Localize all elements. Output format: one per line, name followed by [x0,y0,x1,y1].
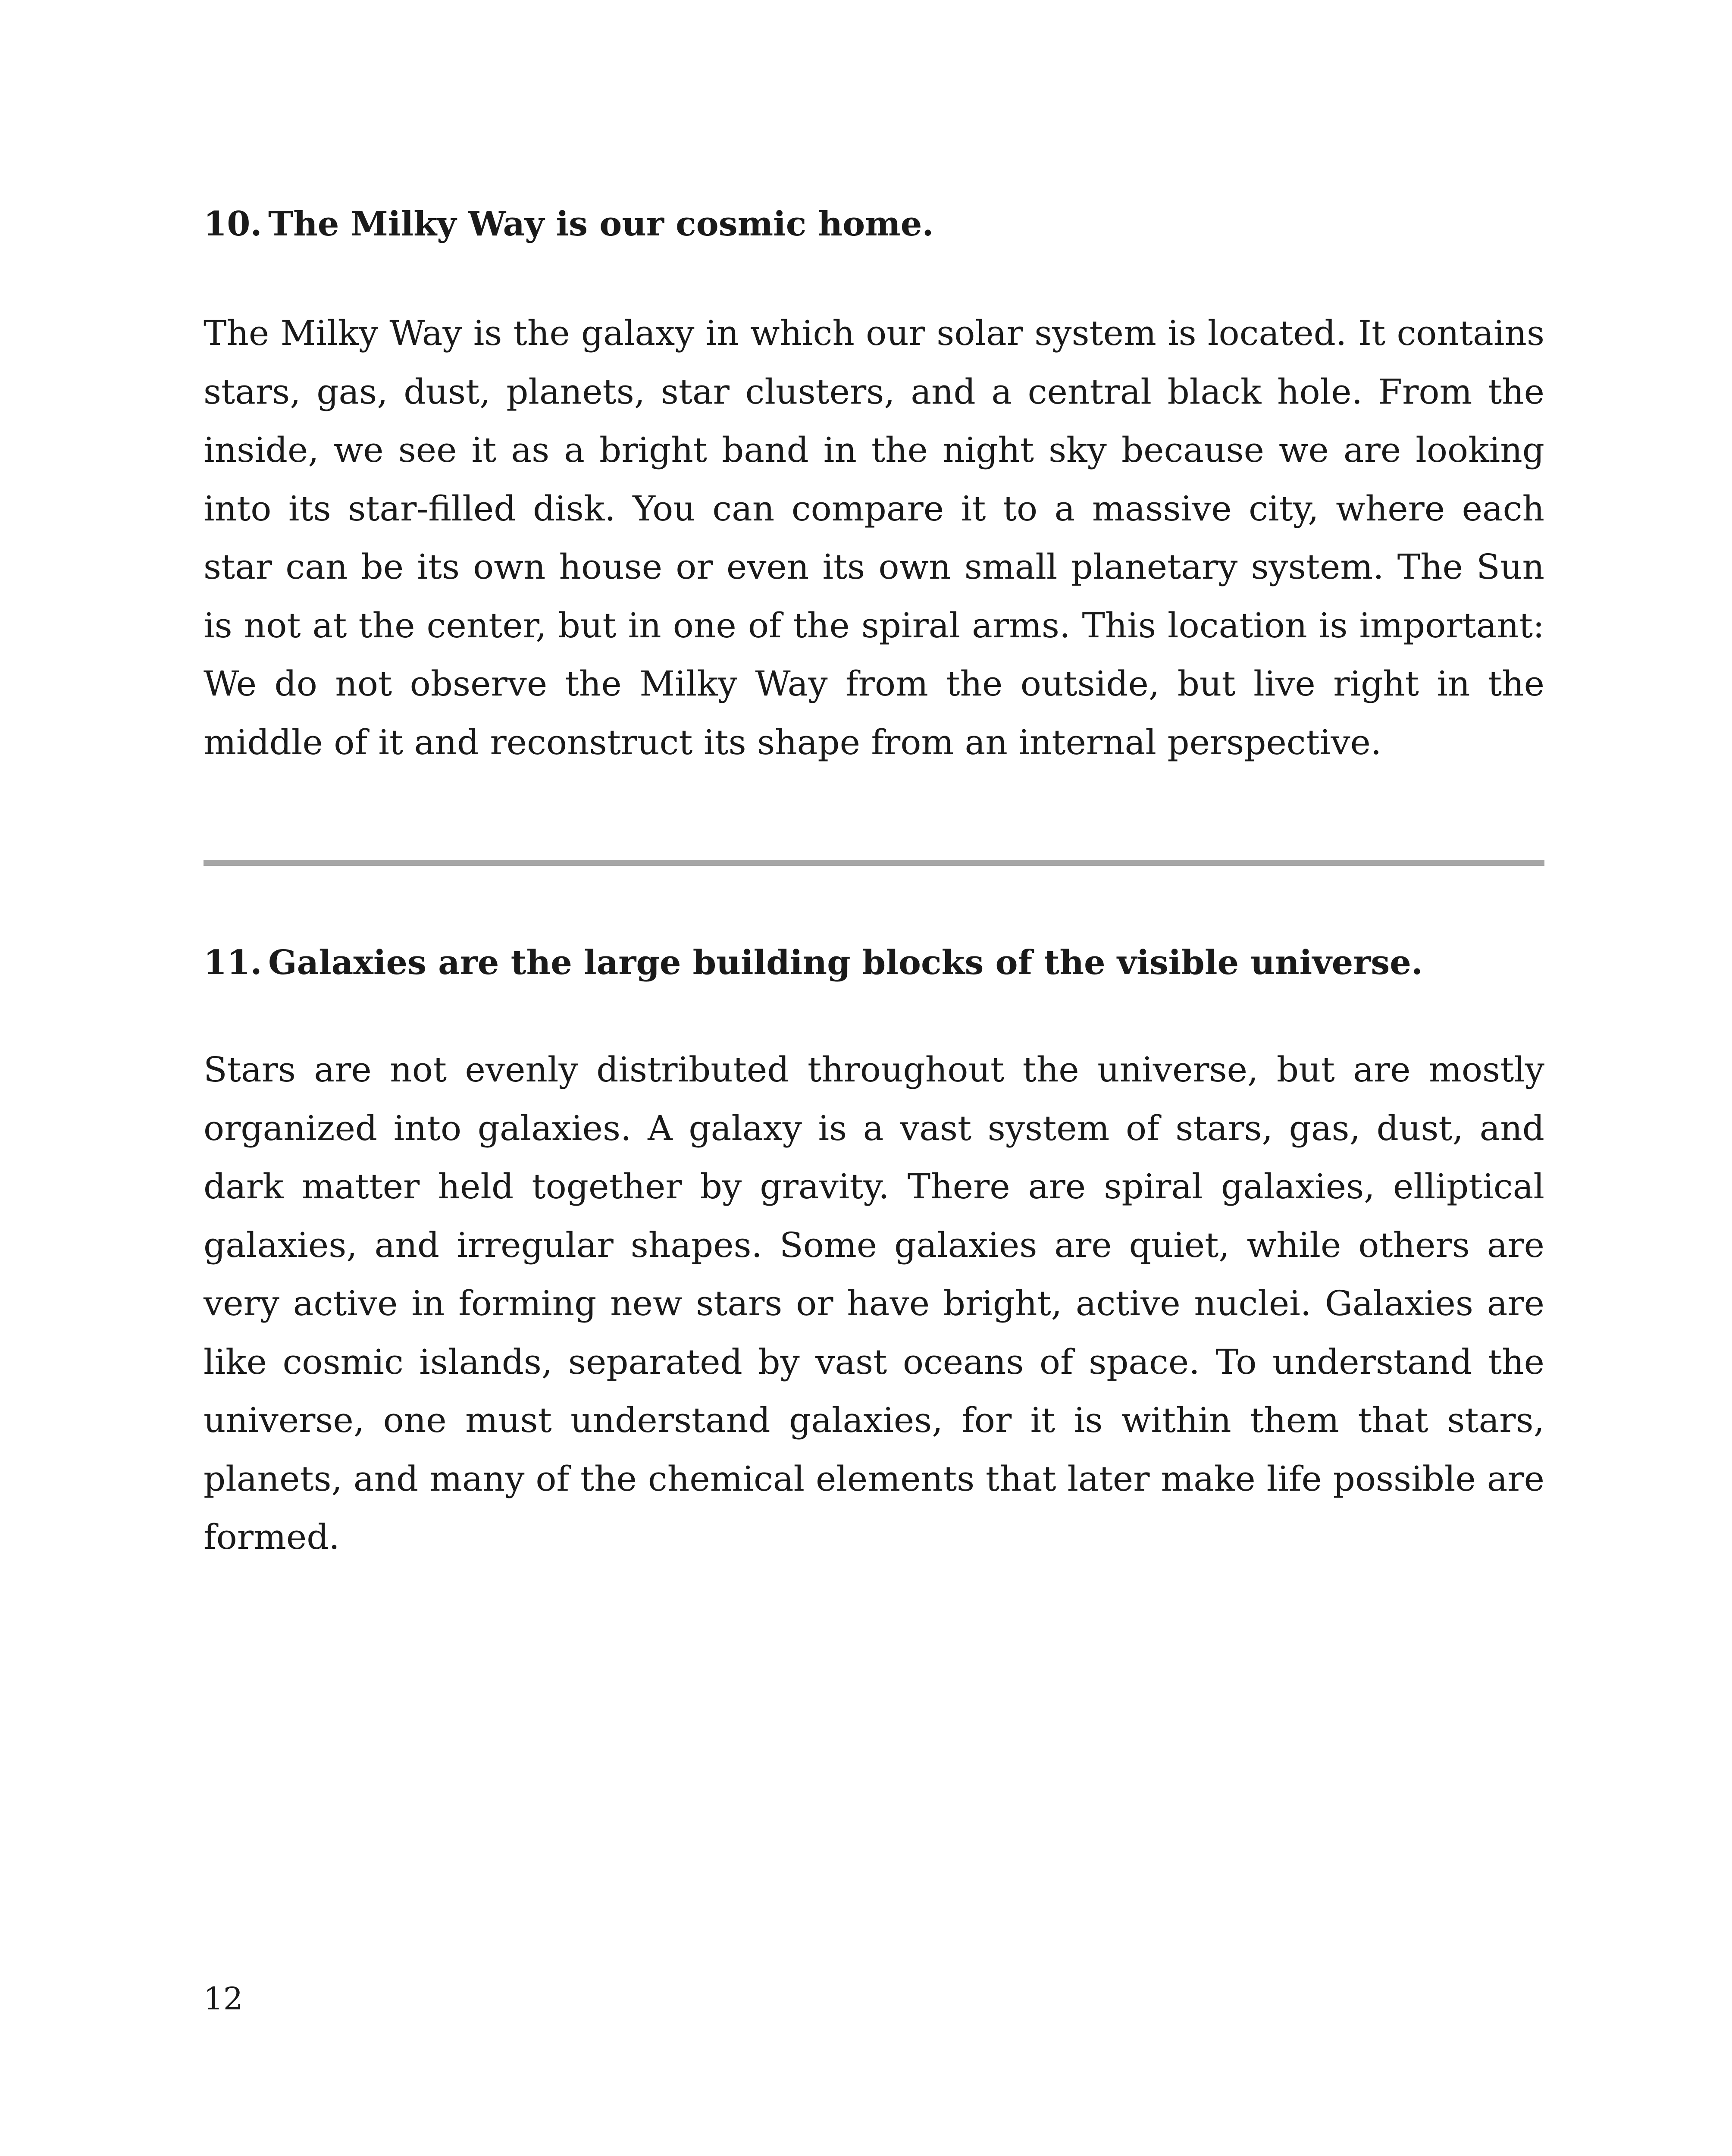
section-title: The Milky Way is our cosmic home. [268,204,934,244]
section-body: The Milky Way is the galaxy in which our solar system is located. It contains stars, gas, dust, planets, star clusters, and a central black hole. From the inside, we see it as a bright band in the night sky because we are looking into its star-filled disk. You can compare it to a massive city, where each star can be its own house or even its own small planetary system. The Sun is not at the center, but in one of the spiral arms. This location is important: We do not observe the Milky Way from the outside, but live right in the middle of it and reconstruct its shape from an internal perspective. [204,313,1544,762]
section-divider [204,860,1544,866]
section-body: Stars are not evenly distributed throughout the universe, but are mostly organized into galaxies. A galaxy is a vast system of stars, gas, dust, and dark matter held together by gravity. There are spiral galaxies, elliptical galaxies, and irregular shapes. Some galaxies are quiet, while others are very active in forming new stars or have bright, active nuclei. Galaxies are like cosmic islands, separated by vast oceans of space. To understand the universe, one must understand galaxies, for it is within them that stars, planets, and many of the chemical elements that later make life possible are formed. [204,1050,1544,1557]
section-number: 11. [204,943,262,982]
page-content [204,203,1544,1567]
page-number: 12 [204,1981,243,2017]
section-title: Galaxies are the large building blocks of the visible universe. [268,943,1423,982]
section-heading [204,941,1544,984]
section-number: 10. [204,204,262,244]
section-heading [204,203,1544,246]
